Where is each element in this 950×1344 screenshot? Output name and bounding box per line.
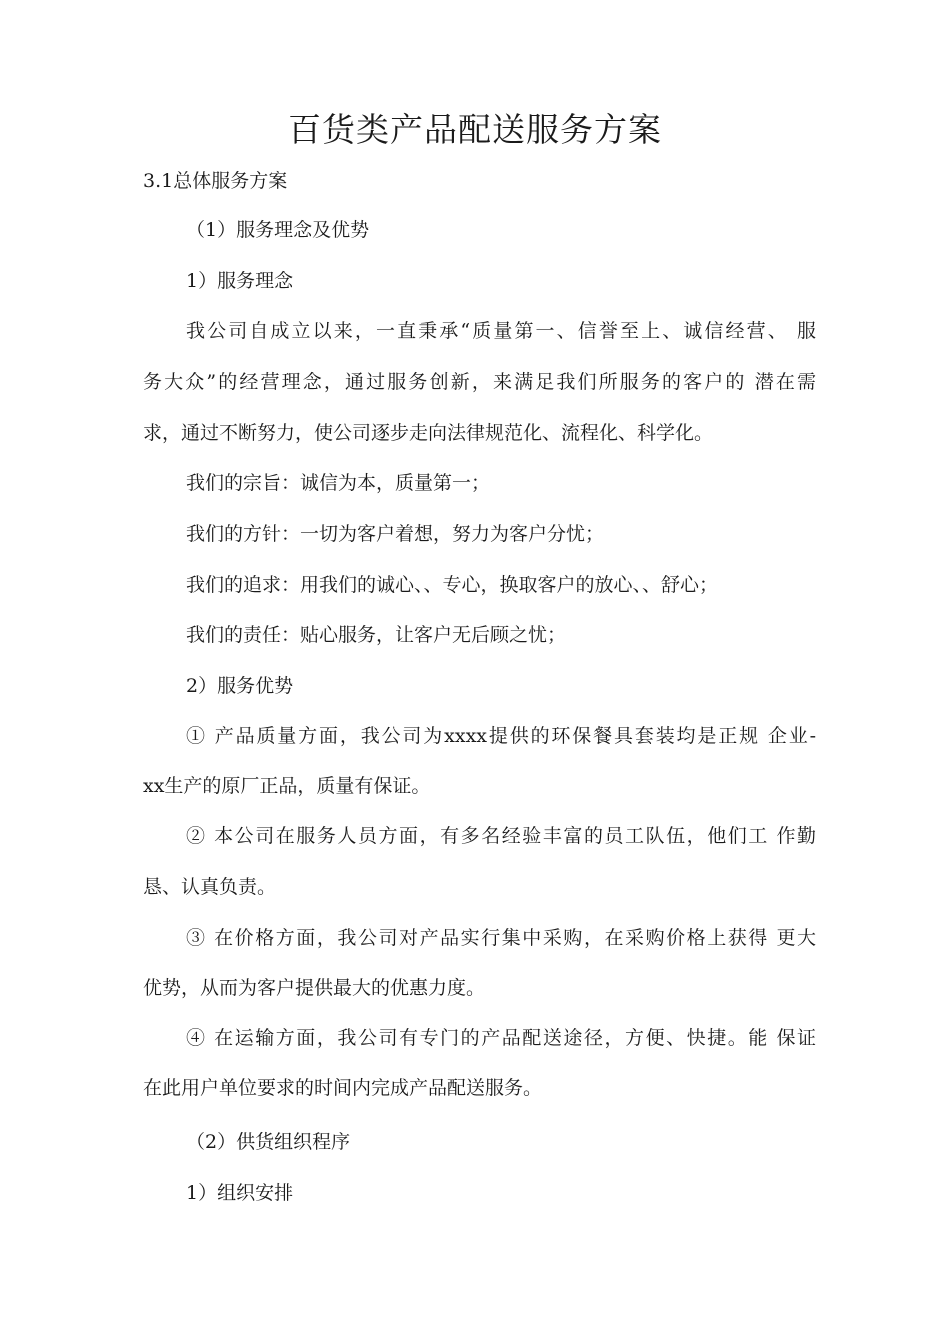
principle-line: 我们的方针：一切为客户着想，努力为客户分忧； <box>186 523 605 545</box>
advantage-line: ② 本公司在服务人员方面，有多名经验丰富的员工队伍，他们工 作勤 <box>186 825 816 847</box>
advantage-line: ④ 在运输方面，我公司有专门的产品配送途径，方便、快捷。能 保证 <box>186 1027 816 1049</box>
principle-line: 我们的追求：用我们的诚心、、专心，换取客户的放心、、舒心； <box>186 574 719 596</box>
advantage-line: 优势，从而为客户提供最大的优惠力度。 <box>143 977 486 999</box>
subsection-heading: （1）服务理念及优势 <box>186 219 370 241</box>
principle-line: 我们的宗旨：诚信为本，质量第一； <box>186 472 491 494</box>
paragraph-line: 求，通过不断努力，使公司逐步走向法律规范化、流程化、科学化。 <box>143 422 714 444</box>
paragraph-line: 务大众”的经营理念，通过服务创新，来满足我们所服务的客户的 潜在需 <box>143 371 816 393</box>
item-heading: 2）服务优势 <box>186 675 294 697</box>
section-heading: 3.1总体服务方案 <box>143 170 288 192</box>
item-heading: 1）组织安排 <box>186 1182 294 1204</box>
advantage-line: xx生产的原厂正品，质量有保证。 <box>143 775 431 797</box>
advantage-line: ③ 在价格方面，我公司对产品实行集中采购，在采购价格上获得 更大 <box>186 927 816 949</box>
subsection-heading: （2）供货组织程序 <box>186 1131 351 1153</box>
advantage-line: 在此用户单位要求的时间内完成产品配送服务。 <box>143 1077 543 1099</box>
paragraph-line: 我公司自成立以来，一直秉承“质量第一、信誉至上、诚信经营、 服 <box>186 320 816 342</box>
advantage-line: ① 产品质量方面，我公司为xxxx提供的环保餐具套装均是正规 企业- <box>186 725 816 747</box>
item-heading: 1）服务理念 <box>186 270 294 292</box>
principle-line: 我们的责任：贴心服务，让客户无后顾之忧； <box>186 624 567 646</box>
document-title: 百货类产品配送服务方案 <box>288 110 662 149</box>
advantage-line: 恳、认真负责。 <box>143 876 277 898</box>
